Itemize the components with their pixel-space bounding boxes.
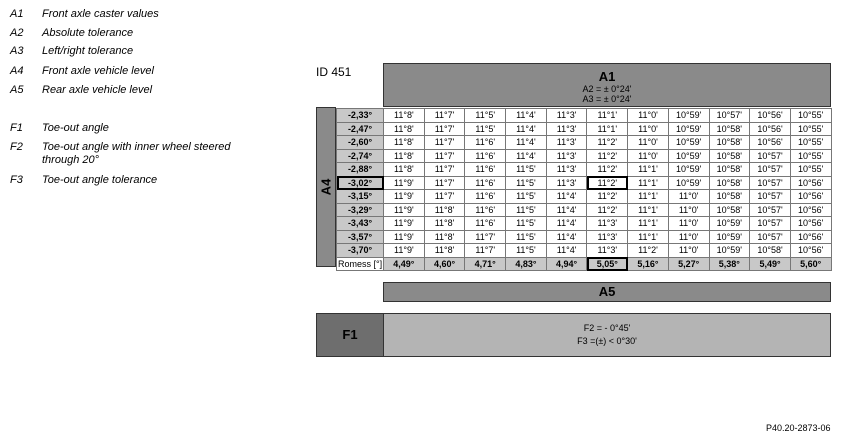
caster-value-cell: 11°5' bbox=[506, 163, 547, 177]
a5-footer: A5 bbox=[383, 282, 831, 302]
caster-value-cell: 11°4' bbox=[546, 203, 587, 217]
caster-value-cell: 10°57' bbox=[709, 109, 750, 123]
caster-value-cell: 11°1' bbox=[628, 203, 669, 217]
caster-table bbox=[336, 108, 832, 271]
caster-value-cell: 11°8' bbox=[384, 122, 425, 136]
caster-value-cell: 11°9' bbox=[384, 244, 425, 258]
romess-row bbox=[337, 257, 832, 271]
caster-value-cell: 11°4' bbox=[546, 190, 587, 204]
table-row bbox=[337, 122, 832, 136]
romess-value-cell: 4,71° bbox=[465, 257, 506, 271]
caster-value-cell: 10°55' bbox=[790, 163, 831, 177]
a1-label: A1 bbox=[598, 69, 616, 84]
table-row bbox=[337, 244, 832, 258]
caster-value-cell: 11°0' bbox=[668, 217, 709, 231]
caster-value-cell: 11°5' bbox=[465, 109, 506, 123]
a1-header bbox=[383, 63, 831, 107]
caster-value-cell: 10°59' bbox=[668, 176, 709, 190]
legend-text: Front axle vehicle level bbox=[42, 65, 154, 77]
caster-value-cell: 10°56' bbox=[790, 217, 831, 231]
caster-value-cell: 11°5' bbox=[506, 190, 547, 204]
caster-value-cell: 11°6' bbox=[465, 203, 506, 217]
a4-level-cell: -3,43° bbox=[337, 217, 384, 231]
caster-value-cell: 11°3' bbox=[546, 109, 587, 123]
caster-value-cell: 10°55' bbox=[790, 122, 831, 136]
caster-value-cell: 10°56' bbox=[750, 122, 791, 136]
romess-value-cell: 5,05° bbox=[587, 257, 628, 271]
a4-level-cell: -2,33° bbox=[337, 109, 384, 123]
caster-value-cell: 10°57' bbox=[750, 149, 791, 163]
caster-value-cell: 11°1' bbox=[628, 217, 669, 231]
a4-level-cell: -3,02° bbox=[337, 176, 384, 190]
table-row bbox=[337, 176, 832, 190]
romess-value-cell: 5,49° bbox=[750, 257, 791, 271]
caster-value-cell: 11°1' bbox=[628, 190, 669, 204]
caster-value-cell: 11°3' bbox=[546, 122, 587, 136]
reference-code: P40.20-2873-06 bbox=[766, 423, 831, 433]
legend-text: Front axle caster values bbox=[42, 8, 159, 20]
caster-value-cell: 10°56' bbox=[790, 176, 831, 190]
legend-text: Absolute tolerance bbox=[42, 27, 134, 39]
caster-value-cell: 10°58' bbox=[709, 149, 750, 163]
legend-text: Left/right tolerance bbox=[42, 45, 134, 57]
caster-value-cell: 10°58' bbox=[750, 244, 791, 258]
legend-code: A3 bbox=[10, 45, 24, 57]
a4-side-header bbox=[316, 107, 336, 267]
caster-value-cell: 10°57' bbox=[750, 230, 791, 244]
caster-value-cell: 11°7' bbox=[424, 149, 465, 163]
caster-value-cell: 10°57' bbox=[750, 203, 791, 217]
table-row bbox=[337, 149, 832, 163]
table-row bbox=[337, 230, 832, 244]
a4-level-cell: -2,47° bbox=[337, 122, 384, 136]
legend-code: F1 bbox=[10, 122, 23, 134]
romess-label: Romess [°] bbox=[338, 258, 383, 269]
a4-level-cell: -3,29° bbox=[337, 203, 384, 217]
caster-value-cell: 10°55' bbox=[790, 136, 831, 150]
caster-value-cell: 11°4' bbox=[506, 109, 547, 123]
caster-value-cell: 11°8' bbox=[424, 230, 465, 244]
table-row bbox=[337, 136, 832, 150]
caster-value-cell: 11°0' bbox=[668, 190, 709, 204]
caster-value-cell: 11°6' bbox=[465, 176, 506, 190]
caster-value-cell: 10°57' bbox=[750, 190, 791, 204]
legend-text: Toe-out angle bbox=[42, 122, 109, 134]
caster-value-cell: 11°8' bbox=[384, 163, 425, 177]
legend-text: Rear axle vehicle level bbox=[42, 84, 153, 96]
caster-value-cell: 11°2' bbox=[587, 149, 628, 163]
caster-value-cell: 11°0' bbox=[668, 203, 709, 217]
f3-value: F3 =(±) < 0°30' bbox=[577, 336, 637, 346]
caster-value-cell: 11°5' bbox=[506, 217, 547, 231]
caster-value-cell: 11°3' bbox=[546, 176, 587, 190]
caster-value-cell: 11°6' bbox=[465, 217, 506, 231]
a4-level-cell: -3,57° bbox=[337, 230, 384, 244]
caster-value-cell: 10°58' bbox=[709, 122, 750, 136]
caster-value-cell: 11°6' bbox=[465, 163, 506, 177]
caster-value-cell: 11°5' bbox=[506, 230, 547, 244]
caster-value-cell: 11°3' bbox=[546, 163, 587, 177]
a3-tolerance: A3 = ± 0°24' bbox=[582, 94, 632, 104]
caster-value-cell: 10°56' bbox=[790, 203, 831, 217]
caster-value-cell: 11°0' bbox=[628, 122, 669, 136]
caster-value-cell: 10°57' bbox=[750, 176, 791, 190]
legend-text: Toe-out angle with inner wheel steered through 20° bbox=[42, 141, 231, 166]
a4-label: A4 bbox=[318, 178, 334, 196]
caster-value-cell: 11°4' bbox=[546, 230, 587, 244]
caster-value-cell: 10°57' bbox=[750, 163, 791, 177]
romess-value-cell: 4,49° bbox=[384, 257, 425, 271]
caster-value-cell: 10°59' bbox=[668, 109, 709, 123]
romess-value-cell: 4,94° bbox=[546, 257, 587, 271]
caster-value-cell: 11°9' bbox=[384, 230, 425, 244]
caster-value-cell: 11°0' bbox=[628, 109, 669, 123]
caster-value-cell: 11°7' bbox=[424, 109, 465, 123]
caster-value-cell: 11°1' bbox=[628, 230, 669, 244]
table-row bbox=[337, 203, 832, 217]
legend-code: A2 bbox=[10, 27, 24, 39]
caster-value-cell: 10°56' bbox=[750, 136, 791, 150]
caster-value-cell: 11°4' bbox=[546, 244, 587, 258]
table-row bbox=[337, 190, 832, 204]
a2-tolerance: A2 = ± 0°24' bbox=[582, 84, 632, 94]
caster-value-cell: 11°2' bbox=[628, 244, 669, 258]
caster-value-cell: 11°0' bbox=[628, 136, 669, 150]
a4-level-cell: -3,15° bbox=[337, 190, 384, 204]
caster-value-cell: 11°9' bbox=[384, 190, 425, 204]
caster-value-cell: 11°2' bbox=[587, 190, 628, 204]
caster-value-cell: 11°3' bbox=[546, 149, 587, 163]
caster-value-cell: 10°59' bbox=[668, 163, 709, 177]
caster-value-cell: 11°8' bbox=[384, 149, 425, 163]
caster-value-cell: 10°59' bbox=[709, 230, 750, 244]
caster-value-cell: 10°55' bbox=[790, 109, 831, 123]
caster-value-cell: 11°4' bbox=[506, 149, 547, 163]
romess-value-cell: 4,60° bbox=[424, 257, 465, 271]
romess-value-cell: 5,16° bbox=[628, 257, 669, 271]
caster-value-cell: 11°3' bbox=[546, 136, 587, 150]
legend-code: A1 bbox=[10, 8, 24, 20]
caster-value-cell: 11°7' bbox=[465, 230, 506, 244]
a4-level-cell: -3,70° bbox=[337, 244, 384, 258]
table-row bbox=[337, 163, 832, 177]
toe-out-box bbox=[383, 313, 831, 357]
romess-value-cell: 5,38° bbox=[709, 257, 750, 271]
caster-value-cell: 11°1' bbox=[628, 163, 669, 177]
caster-value-cell: 11°7' bbox=[424, 176, 465, 190]
legend-code: A5 bbox=[10, 84, 24, 96]
a4-level-cell: -2,74° bbox=[337, 149, 384, 163]
caster-value-cell: 11°7' bbox=[424, 122, 465, 136]
caster-value-cell: 11°7' bbox=[465, 244, 506, 258]
caster-value-cell: 10°58' bbox=[709, 176, 750, 190]
caster-value-cell: 11°7' bbox=[424, 136, 465, 150]
table-row bbox=[337, 109, 832, 123]
caster-value-cell: 11°1' bbox=[628, 176, 669, 190]
caster-value-cell: 10°59' bbox=[709, 244, 750, 258]
caster-value-cell: 11°7' bbox=[424, 163, 465, 177]
a4-level-cell: -2,60° bbox=[337, 136, 384, 150]
caster-value-cell: 11°5' bbox=[465, 122, 506, 136]
caster-value-cell: 11°6' bbox=[465, 149, 506, 163]
caster-value-cell: 11°8' bbox=[424, 217, 465, 231]
caster-value-cell: 11°2' bbox=[587, 176, 628, 190]
caster-value-cell: 11°0' bbox=[668, 244, 709, 258]
caster-value-cell: 10°58' bbox=[709, 136, 750, 150]
a4-level-cell: -2,88° bbox=[337, 163, 384, 177]
caster-value-cell: 11°8' bbox=[424, 203, 465, 217]
romess-value-cell: 4,83° bbox=[506, 257, 547, 271]
caster-value-cell: 11°8' bbox=[384, 136, 425, 150]
caster-value-cell: 11°5' bbox=[506, 244, 547, 258]
caster-value-cell: 11°1' bbox=[587, 122, 628, 136]
table-row bbox=[337, 217, 832, 231]
caster-value-cell: 10°58' bbox=[709, 190, 750, 204]
caster-value-cell: 10°59' bbox=[709, 217, 750, 231]
romess-value-cell: 5,27° bbox=[668, 257, 709, 271]
legend-code: F3 bbox=[10, 174, 23, 186]
caster-value-cell: 11°2' bbox=[587, 163, 628, 177]
caster-value-cell: 11°9' bbox=[384, 203, 425, 217]
caster-value-cell: 11°2' bbox=[587, 136, 628, 150]
caster-value-cell: 10°56' bbox=[790, 244, 831, 258]
f2-value: F2 = - 0°45' bbox=[583, 323, 631, 333]
caster-value-cell: 11°6' bbox=[465, 136, 506, 150]
caster-value-cell: 11°4' bbox=[506, 122, 547, 136]
legend-text: Toe-out angle tolerance bbox=[42, 174, 158, 186]
caster-value-cell: 11°9' bbox=[384, 176, 425, 190]
legend-code: F2 bbox=[10, 141, 23, 153]
caster-value-cell: 10°59' bbox=[668, 136, 709, 150]
caster-value-cell: 11°4' bbox=[506, 136, 547, 150]
caster-value-cell: 11°0' bbox=[628, 149, 669, 163]
caster-value-cell: 10°56' bbox=[750, 109, 791, 123]
caster-value-cell: 11°2' bbox=[587, 203, 628, 217]
caster-value-cell: 10°59' bbox=[668, 122, 709, 136]
caster-value-cell: 11°3' bbox=[587, 217, 628, 231]
caster-value-cell: 10°56' bbox=[790, 230, 831, 244]
caster-value-cell: 11°3' bbox=[587, 244, 628, 258]
caster-value-cell: 10°58' bbox=[709, 203, 750, 217]
f1-label: F1 bbox=[316, 313, 384, 357]
caster-value-cell: 10°55' bbox=[790, 149, 831, 163]
caster-value-cell: 10°59' bbox=[668, 149, 709, 163]
caster-value-cell: 11°7' bbox=[424, 190, 465, 204]
caster-value-cell: 11°8' bbox=[384, 109, 425, 123]
caster-value-cell: 11°0' bbox=[668, 230, 709, 244]
id-label: ID 451 bbox=[316, 65, 352, 79]
caster-value-cell: 11°3' bbox=[587, 230, 628, 244]
caster-value-cell: 11°1' bbox=[587, 109, 628, 123]
caster-value-cell: 11°5' bbox=[506, 203, 547, 217]
romess-value-cell: 5,60° bbox=[790, 257, 831, 271]
caster-value-cell: 11°8' bbox=[424, 244, 465, 258]
caster-value-cell: 11°5' bbox=[506, 176, 547, 190]
caster-value-cell: 11°9' bbox=[384, 217, 425, 231]
caster-value-cell: 10°57' bbox=[750, 217, 791, 231]
caster-value-cell: 10°56' bbox=[790, 190, 831, 204]
caster-value-cell: 10°58' bbox=[709, 163, 750, 177]
caster-value-cell: 11°4' bbox=[546, 217, 587, 231]
caster-value-cell: 11°6' bbox=[465, 190, 506, 204]
legend-code: A4 bbox=[10, 65, 24, 77]
